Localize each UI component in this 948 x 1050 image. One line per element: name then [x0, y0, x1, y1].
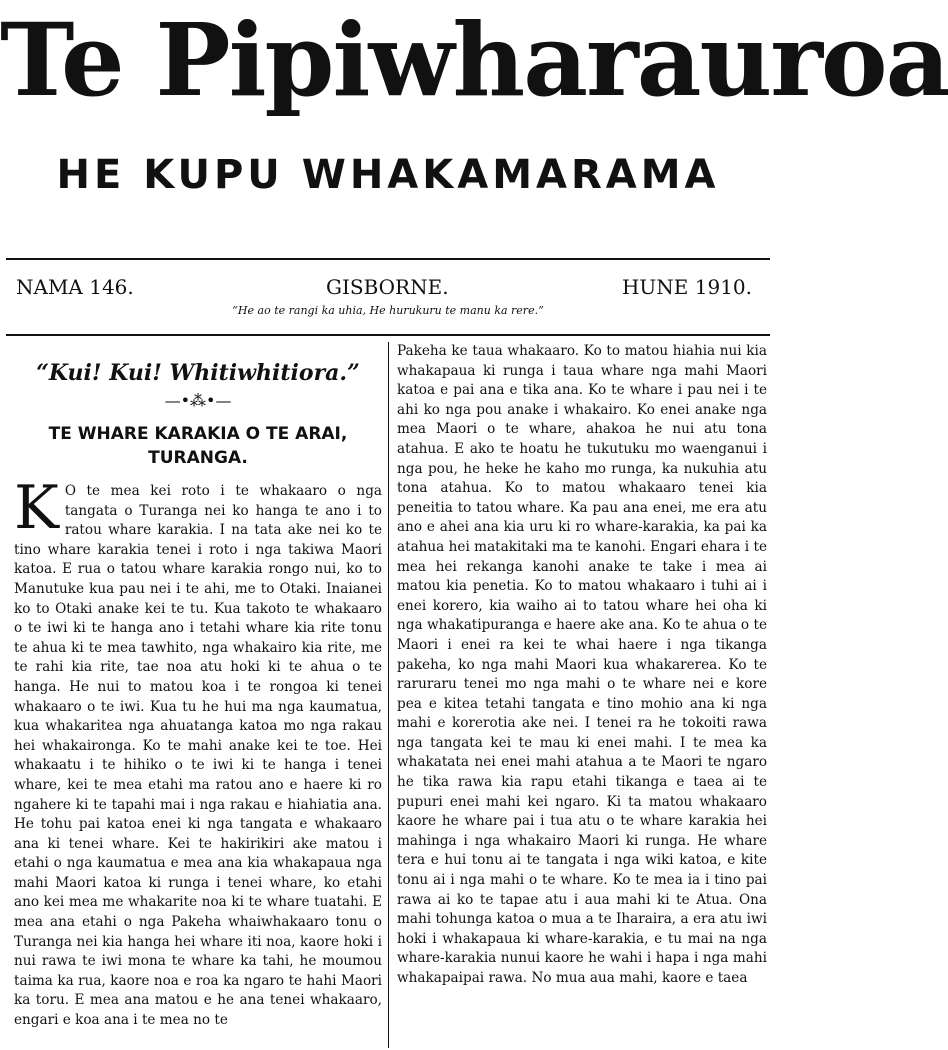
issue-info — [16, 272, 752, 302]
masthead — [0, 0, 948, 130]
article-body-left — [14, 473, 382, 1031]
issue-number: NAMA 146. — [16, 275, 134, 299]
section-title: “Kui! Kui! Whitiwhitiora.” — [36, 360, 360, 386]
issue-place: GISBORNE. — [326, 275, 449, 299]
top-rule — [6, 258, 770, 260]
article-body-right: Pakeha ke taua whakaaro. Ko to matou hiahia nui kia whakapaua ki runga i taua whare nga mahi Maori katoa e pai ana e tika ana. Ko te whare i pau nei i te ahi ko nga pou anake i whakairo. Ko enei anake nga mea Maori o te whare, ahakoa he nui atu tona atahua. E ako te hoatu he tukutuku mo waenganui i nga pou, he heke he kaho mo runga, ka nukuhia atu tona atahua. Ko to matou whakaaro tenei kia peneitia to tatou whare. Ka pau ana enei, me era atu ano e ahei ana kia uru ki ro whare-karakia, ka pai ka atahua hei matakitaki ma te kanohi. Engari ehara i te mea hei rekanga kanohi anake te take i mea ai matou kia penetia. Ko to matou whakaaro i tuhi ai i enei korero, kia waiho ai to tatou whare hei oha ki nga whakatipuranga e haere ake ana. Ko te ahua o te Maori i enei ra kei te whai haere i nga tikanga pakeha, ko nga mahi Maori kua whakarerea. Ko te raruraru tenei mo nga mahi o te whare nei e kore pea e kitea tetahi tangata e tino mohio ana ki nga mahi e korerotia ake nei. I tenei ra he tokoiti rawa nga tangata kei te mau ki enei mahi. I te mea ka whakatata nei enei mahi atahua a te Maori te ngaro he tika rawa kia rapu etahi tikanga e taea ai te pupuri enei mahi kei ngaro. Ki ta matou whakaaro kaore he whare pai i tua atu o te whare karakia hei mahinga i nga whakairo Maori ki runga. He whare tera e hui tonu ai te tangata i nga wiki katoa, e kite tonu ai i nga mahi o te whare. Ko te mea ia i tino pai rawa ai ko te tapae atu i aua mahi ki te Atua. Ona mahi tohunga katoa o mua a te Iharaira, a era atu iwi hoki i whakapaua ki whare-karakia, e tu mai na nga whare-karakia nunui kaore he wahi i hapa i nga mahi whakapaipai rawa. No mua aua mahi, kaore e taea — [397, 343, 767, 986]
right-column — [397, 342, 767, 1050]
left-column — [14, 342, 382, 1050]
issue-date: HUNE 1910. — [621, 275, 752, 299]
left-text: O te mea kei roto i te whakaaro o nga tangata o Turanga nei ko hanga te ano i to ratou whare karakia. I na tata ake nei ko te tino whare karakia tenei i roto i nga takiwa Maori katoa. E rua o tatou whare karakia rongo nui, ko to Manutuke kua pau nei i te ahi, me to Otaki. Inaianei ko to Otaki anake kei te tu. Kua takoto te whakaaro o te iwi ki te hanga ano i tetahi whare kia rite tonu te ahua ki te mea tawhito, nga whakairo kia rite, me te rahi kia rite, tae noa atu hoki ki te ahua o te hanga. He nui to matou koa i te rongoa ki tenei whakaaro o te iwi. Kua tu he hui ma nga kaumatua, kua whakaritea nga ahuatanga katoa mo nga rakau hei whakaironga. Ko te mahi anake kei te toe. Hei whakaatu i te hihiko o te iwi ki te hanga i tenei whare, kei te mea etahi ma ratou ano e haere ki ro ngahere ki te tapahi mai i nga rakau e hiahiatia ana. He tohu pai katoa enei ki nga tangata e whakaaro ana ki tenei whare. Kei te hakirikiri ake matou i etahi o nga kaumatua e mea ana kia whakapaua nga mahi Maori katoa ki runga i tenei whare, ko etahi ano kei mea me whakarite noa ki te whare tuatahi. E mea ana etahi o nga Pakeha whaiwhakaaro tonu o Turanga nei kia hanga hei whare iti noa, kaore hoki i nui rawa te iwi mona te whare ka tahi, he moumou taima ka rua, kaore noa e roa ka ngaro te hahi Maori ka toru. E mea ana matou e he ana tenei whakaaro, engari e koa ana i te mea no te — [14, 483, 382, 1029]
motto: “He ao te rangi ka uhia, He hurukuru te manu ka rere.” — [232, 304, 544, 317]
column-divider — [388, 342, 389, 1048]
ornament: —•⁂•— — [164, 391, 232, 410]
newspaper-subtitle: HE KUPU WHAKAMARAMA — [56, 152, 720, 198]
bottom-rule — [6, 334, 770, 336]
article-title: TE WHARE KARAKIA O TE ARAI, TURANGA. — [48, 424, 348, 468]
drop-cap: K — [14, 473, 59, 543]
newspaper-title: Te Pipiwharauroa — [0, 1, 948, 119]
